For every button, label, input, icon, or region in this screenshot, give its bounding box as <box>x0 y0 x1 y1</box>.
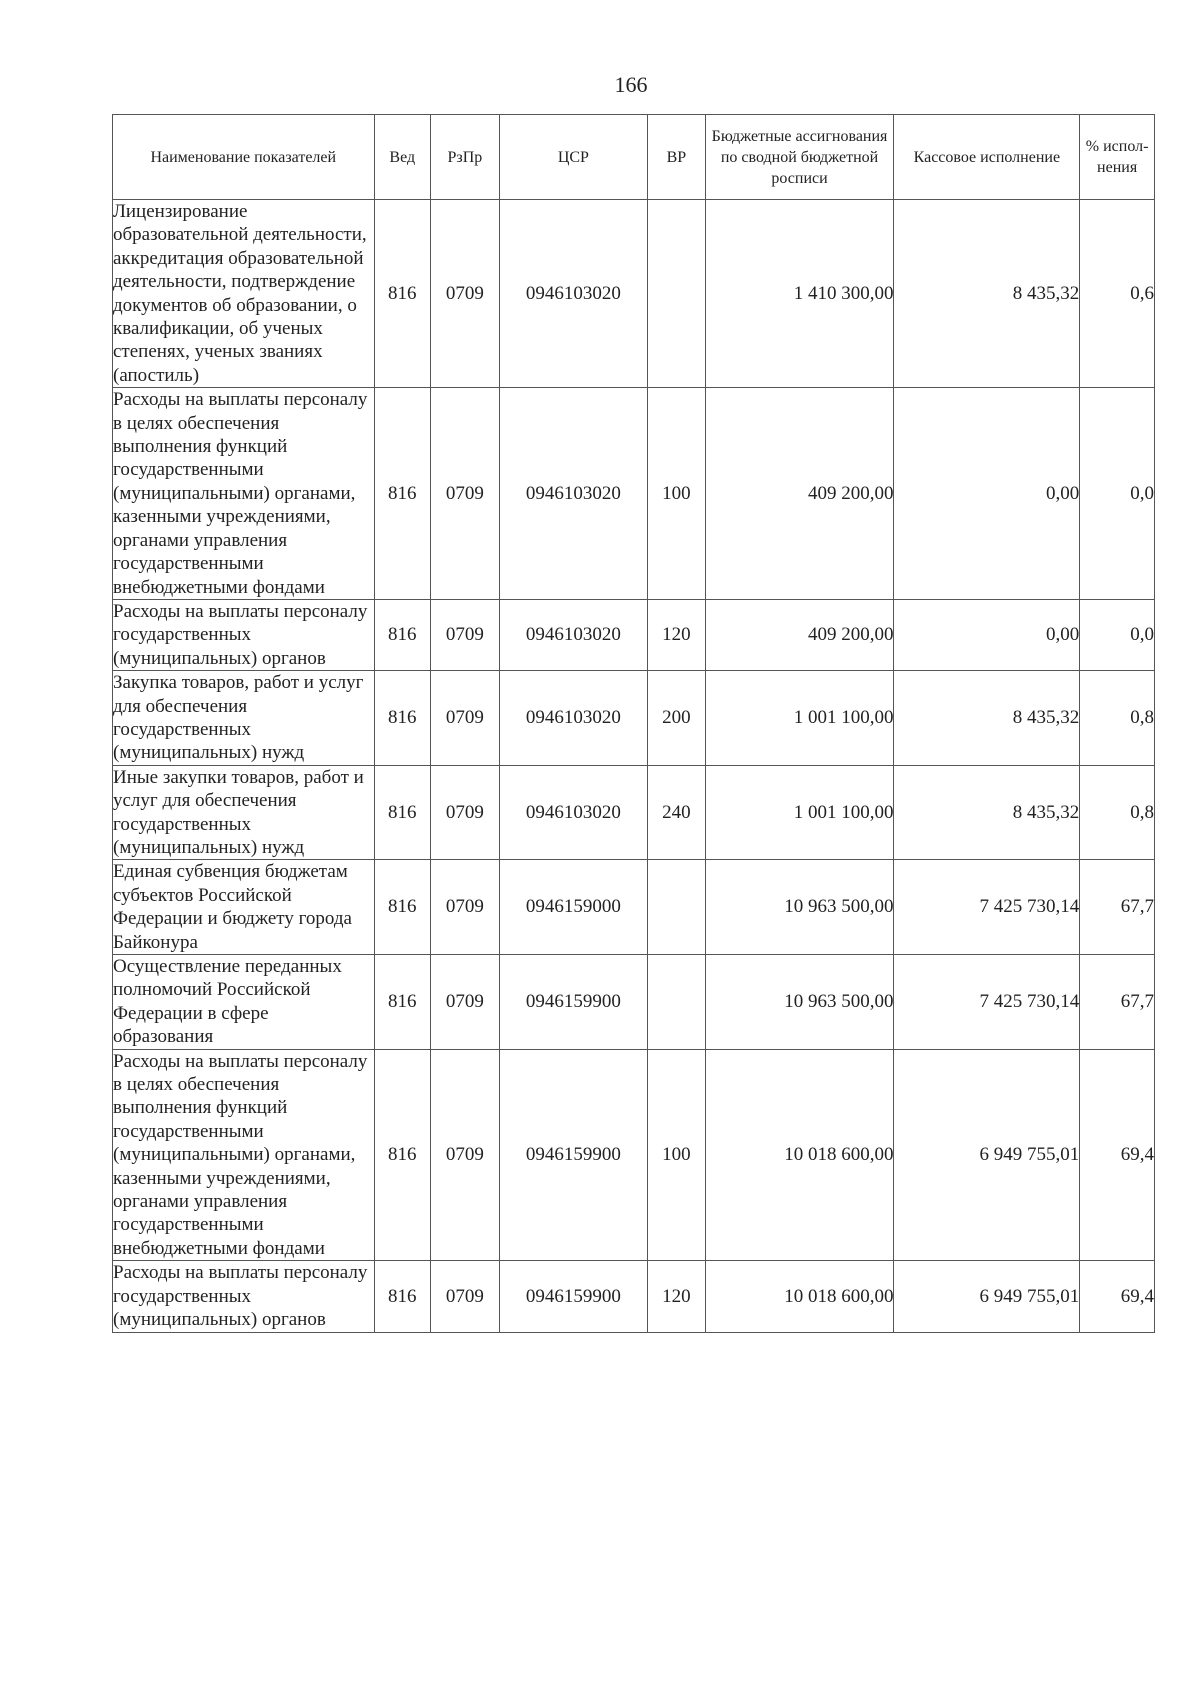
cell-assignments: 10 018 600,00 <box>705 1049 894 1261</box>
cell-csr: 0946103020 <box>499 671 647 766</box>
cell-csr: 0946159900 <box>499 1049 647 1261</box>
cell-assignments: 409 200,00 <box>705 388 894 600</box>
header-percent-execution: % испол-нения <box>1080 115 1155 200</box>
table-row <box>113 1261 1155 1332</box>
cell-csr: 0946159900 <box>499 955 647 1050</box>
cell-percent-execution: 0,6 <box>1080 200 1155 388</box>
cell-vr <box>648 860 706 955</box>
cell-name: Лицензирование образовательной деятельности, аккредитация образовательной деятельности, подтверждение документов об образовании, о квалификации, об ученых степенях, ученых званиях (апостиль) <box>113 200 375 388</box>
cell-percent-execution: 67,7 <box>1080 955 1155 1050</box>
cell-rzpr: 0709 <box>431 671 500 766</box>
cell-assignments: 10 018 600,00 <box>705 1261 894 1332</box>
cell-csr: 0946103020 <box>499 200 647 388</box>
cell-name: Единая субвенция бюджетам субъектов Российской Федерации и бюджету города Байконура <box>113 860 375 955</box>
cell-cash-execution: 6 949 755,01 <box>894 1049 1080 1261</box>
cell-csr: 0946159000 <box>499 860 647 955</box>
cell-cash-execution: 0,00 <box>894 388 1080 600</box>
cell-name: Расходы на выплаты персоналу в целях обеспечения выполнения функций государственными (муниципальными) органами, казенными учреждениями, органами управления государственными внебюджетными фондами <box>113 1049 375 1261</box>
cell-cash-execution: 6 949 755,01 <box>894 1261 1080 1332</box>
cell-rzpr: 0709 <box>431 388 500 600</box>
cell-assignments: 409 200,00 <box>705 599 894 670</box>
cell-percent-execution: 69,4 <box>1080 1261 1155 1332</box>
header-rzpr: РзПр <box>431 115 500 200</box>
budget-table <box>112 114 1155 1333</box>
cell-name: Осуществление переданных полномочий Российской Федерации в сфере образования <box>113 955 375 1050</box>
cell-ved: 816 <box>374 955 431 1050</box>
table-row <box>113 765 1155 860</box>
cell-percent-execution: 67,7 <box>1080 860 1155 955</box>
cell-vr: 200 <box>648 671 706 766</box>
header-assignments: Бюджетные ассигнования по сводной бюджетной росписи <box>705 115 894 200</box>
cell-csr: 0946103020 <box>499 765 647 860</box>
table-row <box>113 860 1155 955</box>
cell-rzpr: 0709 <box>431 1049 500 1261</box>
table-row <box>113 955 1155 1050</box>
table-row <box>113 599 1155 670</box>
cell-cash-execution: 7 425 730,14 <box>894 860 1080 955</box>
cell-ved: 816 <box>374 765 431 860</box>
cell-ved: 816 <box>374 599 431 670</box>
table-row <box>113 671 1155 766</box>
cell-csr: 0946103020 <box>499 599 647 670</box>
cell-cash-execution: 8 435,32 <box>894 200 1080 388</box>
cell-vr <box>648 200 706 388</box>
table-row <box>113 200 1155 388</box>
cell-name: Расходы на выплаты персоналу в целях обеспечения выполнения функций государственными (муниципальными) органами, казенными учреждениями, органами управления государственными внебюджетными фондами <box>113 388 375 600</box>
cell-rzpr: 0709 <box>431 599 500 670</box>
cell-rzpr: 0709 <box>431 955 500 1050</box>
cell-rzpr: 0709 <box>431 200 500 388</box>
cell-vr: 120 <box>648 1261 706 1332</box>
cell-cash-execution: 0,00 <box>894 599 1080 670</box>
cell-cash-execution: 7 425 730,14 <box>894 955 1080 1050</box>
cell-ved: 816 <box>374 1049 431 1261</box>
cell-percent-execution: 0,0 <box>1080 599 1155 670</box>
cell-cash-execution: 8 435,32 <box>894 671 1080 766</box>
cell-percent-execution: 0,8 <box>1080 671 1155 766</box>
cell-name: Закупка товаров, работ и услуг для обеспечения государственных (муниципальных) нужд <box>113 671 375 766</box>
cell-name: Расходы на выплаты персоналу государственных (муниципальных) органов <box>113 599 375 670</box>
cell-assignments: 1 001 100,00 <box>705 671 894 766</box>
page-number: 166 <box>614 72 648 97</box>
cell-assignments: 1 410 300,00 <box>705 200 894 388</box>
cell-ved: 816 <box>374 200 431 388</box>
cell-vr: 240 <box>648 765 706 860</box>
cell-percent-execution: 0,0 <box>1080 388 1155 600</box>
header-cash-execution: Кассовое исполнение <box>894 115 1080 200</box>
cell-assignments: 10 963 500,00 <box>705 955 894 1050</box>
header-ved: Вед <box>374 115 431 200</box>
cell-csr: 0946159900 <box>499 1261 647 1332</box>
cell-vr: 100 <box>648 1049 706 1261</box>
cell-rzpr: 0709 <box>431 765 500 860</box>
cell-assignments: 1 001 100,00 <box>705 765 894 860</box>
header-vr: ВР <box>648 115 706 200</box>
cell-ved: 816 <box>374 1261 431 1332</box>
cell-ved: 816 <box>374 671 431 766</box>
cell-rzpr: 0709 <box>431 1261 500 1332</box>
cell-name: Расходы на выплаты персоналу государственных (муниципальных) органов <box>113 1261 375 1332</box>
cell-rzpr: 0709 <box>431 860 500 955</box>
header-row <box>113 115 1155 200</box>
table-row <box>113 388 1155 600</box>
cell-percent-execution: 0,8 <box>1080 765 1155 860</box>
cell-cash-execution: 8 435,32 <box>894 765 1080 860</box>
cell-name: Иные закупки товаров, работ и услуг для обеспечения государственных (муниципальных) нужд <box>113 765 375 860</box>
cell-vr: 120 <box>648 599 706 670</box>
table-row <box>113 1049 1155 1261</box>
header-name: Наименование показателей <box>113 115 375 200</box>
cell-ved: 816 <box>374 388 431 600</box>
cell-percent-execution: 69,4 <box>1080 1049 1155 1261</box>
cell-csr: 0946103020 <box>499 388 647 600</box>
cell-ved: 816 <box>374 860 431 955</box>
cell-vr: 100 <box>648 388 706 600</box>
cell-assignments: 10 963 500,00 <box>705 860 894 955</box>
cell-vr <box>648 955 706 1050</box>
header-csr: ЦСР <box>499 115 647 200</box>
